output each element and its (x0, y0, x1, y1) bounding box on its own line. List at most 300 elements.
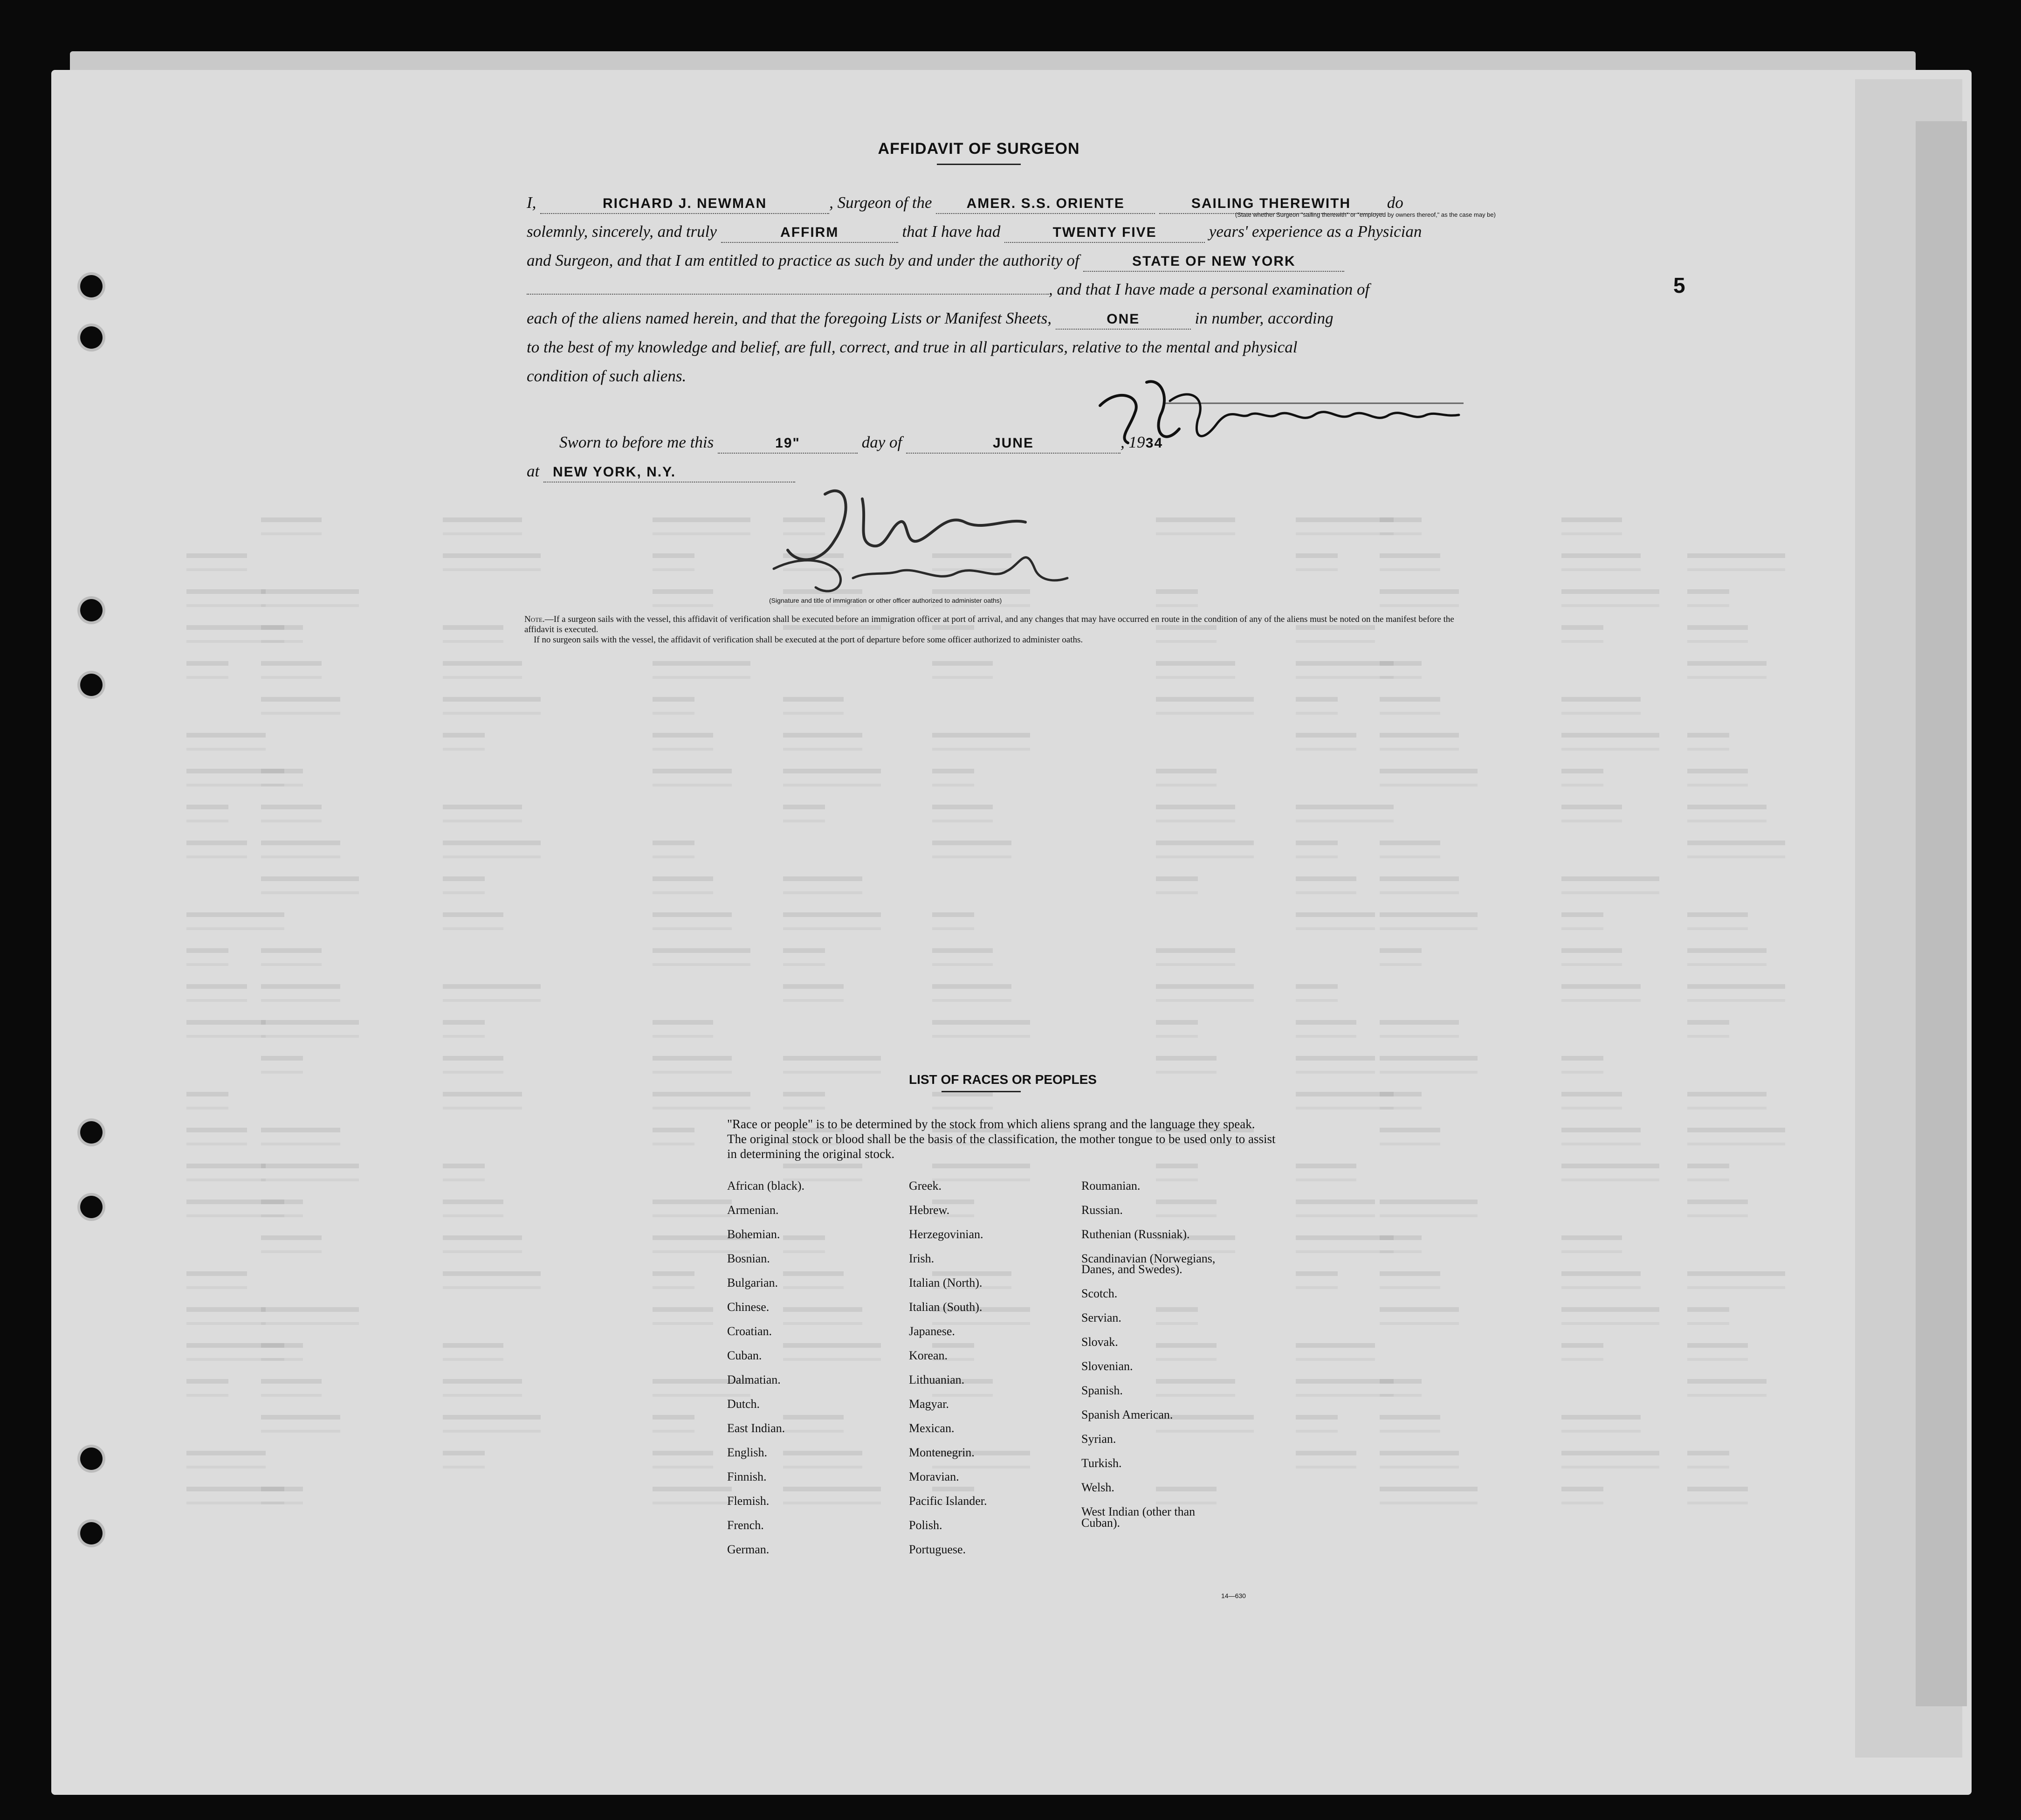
sailing-status-field: SAILING THEREWITH (1159, 194, 1383, 214)
bleed-mark (261, 1200, 303, 1217)
text: solemnly, sincerely, and truly (527, 222, 717, 241)
bleed-mark (1687, 625, 1748, 643)
text: , 19 (1120, 433, 1145, 451)
bleed-mark (443, 1092, 522, 1110)
race-item: Armenian. (727, 1203, 779, 1217)
bleed-mark (186, 733, 266, 751)
race-item: Bohemian. (727, 1227, 780, 1241)
bleed-mark (653, 733, 713, 751)
bleed-mark (1296, 697, 1338, 715)
bleed-mark (1561, 1343, 1603, 1361)
bleed-mark (1561, 1451, 1659, 1468)
bleed-mark (186, 948, 228, 966)
bleed-mark (1380, 769, 1478, 786)
race-item: East Indian. (727, 1421, 785, 1435)
bleed-mark (186, 1128, 247, 1145)
bleed-mark (1380, 553, 1440, 571)
bleed-mark (653, 697, 694, 715)
race-item: Cuban. (727, 1349, 762, 1362)
bleed-mark (783, 1451, 862, 1468)
race-item: Korean. (909, 1349, 948, 1362)
bleed-mark (261, 1164, 359, 1181)
race-item: Scandinavian (Norwegians, (1081, 1252, 1216, 1265)
bleed-mark (1380, 948, 1422, 966)
race-item: English. (727, 1446, 767, 1459)
bleed-mark (783, 948, 825, 966)
race-item: Greek. (909, 1179, 942, 1193)
bleed-mark (443, 912, 503, 930)
races-intro: "Race or people" is to be determined by the stock from which aliens sprang and the language they speak. The original stock or blood shall be the basis of the classification, the mother tongue to be used only to assist in determining the original stock. (727, 1117, 1276, 1161)
bleed-mark (1561, 697, 1641, 715)
bleed-mark (1296, 661, 1394, 679)
bleed-mark (1296, 1164, 1356, 1181)
bleed-mark (783, 1271, 844, 1289)
bleed-mark (443, 1271, 541, 1289)
bleed-mark (261, 984, 340, 1002)
bleed-mark (783, 1487, 881, 1504)
bleed-mark (1687, 1092, 1767, 1110)
officer-signature (746, 471, 1165, 606)
bleed-mark (443, 1379, 522, 1397)
race-item: Turkish. (1081, 1456, 1122, 1470)
bleed-mark (1561, 769, 1603, 786)
bleed-mark (186, 661, 228, 679)
race-item: Moravian. (909, 1470, 959, 1483)
race-item: Slovak. (1081, 1335, 1118, 1349)
punch-hole (80, 599, 103, 621)
bleed-mark (261, 517, 322, 535)
bleed-mark (1380, 697, 1440, 715)
bleed-mark (1561, 625, 1603, 643)
bleed-mark (1296, 1020, 1356, 1038)
bleed-mark (1687, 661, 1767, 679)
authority-field: STATE OF NEW YORK (1083, 252, 1344, 272)
bleed-mark (1296, 1271, 1338, 1289)
race-item: French. (727, 1518, 764, 1532)
title-underline (937, 164, 1021, 165)
bleed-mark (443, 697, 541, 715)
bleed-mark (1561, 1235, 1622, 1253)
bleed-mark (783, 805, 825, 822)
bleed-mark (932, 841, 1011, 858)
race-item: Italian (North). (909, 1276, 983, 1289)
bleed-mark (1687, 1307, 1729, 1325)
bleed-mark (1687, 1343, 1748, 1361)
text: each of the aliens named herein, and that the foregoing Lists or Manifest Sheets, (527, 309, 1052, 327)
note-label: Note. (524, 614, 545, 624)
bleed-mark (1687, 1128, 1785, 1145)
sworn-month-field: JUNE (906, 434, 1120, 454)
bleed-mark (261, 876, 359, 894)
bleed-mark (186, 1271, 247, 1289)
bleed-mark (443, 805, 522, 822)
bleed-mark (186, 1020, 266, 1038)
race-item: Slovenian. (1081, 1359, 1133, 1373)
race-item: Magyar. (909, 1397, 949, 1411)
race-item: Russian. (1081, 1203, 1123, 1217)
bleed-mark (653, 517, 750, 535)
bleed-mark (1296, 517, 1394, 535)
bleed-mark (932, 984, 1011, 1002)
bleed-mark (1561, 1415, 1641, 1433)
bleed-mark (1687, 841, 1785, 858)
punch-hole (80, 326, 103, 349)
bleed-mark (1687, 1020, 1729, 1038)
text: , and that I have made a personal examination of (1049, 280, 1370, 298)
bleed-mark (1561, 1487, 1603, 1504)
bleed-mark (261, 1343, 303, 1361)
bleed-mark (932, 1092, 993, 1110)
punch-hole (80, 1522, 103, 1544)
bleed-mark (1296, 805, 1394, 822)
bleed-mark (1561, 1271, 1641, 1289)
bleed-mark (1380, 1200, 1478, 1217)
bleed-mark (443, 733, 485, 751)
note-text-1: —If a surgeon sails with the vessel, this affidavit of verification shall be executed before an immigration officer at port of arrival, and any changes that may have occurred en route in the condition of any of the aliens must be noted on the manifest before the affidavit is executed. (524, 614, 1454, 634)
bleed-mark (1156, 517, 1235, 535)
bleed-mark (1380, 1307, 1459, 1325)
bleed-mark (443, 517, 522, 535)
officer-caption: (Signature and title of immigration or other officer authorized to administer oaths) (769, 597, 1002, 604)
bleed-mark (1687, 1271, 1785, 1289)
race-item: Irish. (909, 1252, 935, 1265)
bleed-mark (1380, 1271, 1440, 1289)
bleed-mark (261, 1487, 303, 1504)
bleed-mark (186, 1379, 228, 1397)
bleed-mark (1296, 1415, 1338, 1433)
bleed-mark (186, 841, 247, 858)
bleed-mark (1156, 1379, 1235, 1397)
affidavit-line-1 (527, 188, 1496, 218)
bleed-mark (261, 661, 322, 679)
form-number: 14—630 (1221, 1592, 1246, 1599)
bleed-mark (1561, 876, 1659, 894)
bleed-mark (1156, 1020, 1198, 1038)
note-text-2: If no surgeon sails with the vessel, the affidavit of verification shall be executed at the port of departure before some officer authorized to administer oaths. (534, 635, 1083, 645)
race-item: Chinese. (727, 1300, 770, 1314)
oath-type-field: AFFIRM (721, 223, 898, 243)
race-item: Finnish. (727, 1470, 767, 1483)
bleed-mark (443, 553, 541, 571)
text: Sworn to before me this (559, 433, 714, 451)
bleed-mark (443, 625, 503, 643)
bleed-mark (653, 589, 713, 607)
punch-hole (80, 1448, 103, 1470)
bleed-mark (653, 948, 750, 966)
bleed-mark (261, 1307, 359, 1325)
race-item: Flemish. (727, 1494, 770, 1508)
bleed-mark (1296, 1200, 1375, 1217)
bleed-mark (1296, 553, 1338, 571)
bleed-mark (1687, 769, 1748, 786)
bleed-mark (653, 1487, 732, 1504)
bleed-mark (653, 1451, 713, 1468)
bleed-mark (932, 805, 993, 822)
bleed-mark (932, 1020, 1030, 1038)
bleed-mark (261, 1235, 322, 1253)
bleed-mark (1296, 876, 1356, 894)
bleed-mark (1380, 1451, 1459, 1468)
punch-hole (80, 1196, 103, 1218)
bleed-mark (783, 912, 881, 930)
bleed-mark (653, 1092, 750, 1110)
bleed-mark (783, 1343, 881, 1361)
race-item: German. (727, 1543, 770, 1556)
bleed-mark (1156, 948, 1235, 966)
bleed-mark (1156, 661, 1235, 679)
bleed-mark (186, 805, 228, 822)
bleed-mark (1380, 912, 1478, 930)
affidavit-title: AFFIDAVIT OF SURGEON (878, 140, 1080, 158)
bleed-mark (1380, 1056, 1478, 1074)
race-item: Herzegovinian. (909, 1227, 983, 1241)
bleed-mark (932, 661, 993, 679)
bleed-mark (1296, 841, 1338, 858)
bleed-mark (1561, 912, 1603, 930)
bleed-mark (653, 1415, 694, 1433)
race-item: Spanish American. (1081, 1408, 1173, 1422)
bleed-mark (653, 912, 732, 930)
bleed-mark (1687, 733, 1729, 751)
bleed-mark (261, 769, 303, 786)
bleed-mark (1561, 553, 1641, 571)
sworn-place-field: NEW YORK, N.Y. (543, 463, 795, 483)
bleed-mark (443, 1164, 485, 1181)
bleed-mark (1296, 984, 1338, 1002)
bleed-mark (261, 1128, 340, 1145)
race-item: Mexican. (909, 1421, 955, 1435)
bleed-mark (443, 1343, 503, 1361)
bleed-mark (1561, 948, 1622, 966)
bleed-mark (1687, 948, 1767, 966)
bleed-mark (443, 1056, 503, 1074)
bleed-mark (1561, 1307, 1659, 1325)
bleed-mark (1561, 1092, 1622, 1110)
page-number: 5 (1673, 273, 1685, 297)
race-item: Roumanian. (1081, 1179, 1141, 1193)
bleed-mark (186, 1164, 266, 1181)
race-item: Dutch. (727, 1397, 760, 1411)
blank-field (527, 294, 1049, 295)
bleed-mark (186, 589, 266, 607)
bleed-mark (783, 769, 881, 786)
bleed-mark (1380, 1487, 1478, 1504)
bleed-mark (783, 1056, 881, 1074)
bleed-mark (1296, 1092, 1394, 1110)
bleed-mark (653, 1128, 694, 1145)
bleed-mark (932, 1164, 1030, 1181)
bleed-mark (1380, 589, 1459, 607)
affidavit-line-6: to the best of my knowledge and belief, are full, correct, and true in all particulars, relative to the mental and physical (527, 338, 1298, 356)
bleed-mark (1687, 805, 1767, 822)
bleed-mark (653, 1271, 694, 1289)
bleed-mark (443, 876, 485, 894)
bleed-mark (443, 661, 522, 679)
bleed-mark (443, 1235, 522, 1253)
bleed-mark (261, 1020, 359, 1038)
bleed-mark (261, 805, 322, 822)
bleed-mark (1380, 517, 1422, 535)
race-item: Ruthenian (Russniak). (1081, 1227, 1190, 1241)
race-item: Bulgarian. (727, 1276, 778, 1289)
bleed-mark (1561, 805, 1622, 822)
bleed-mark (653, 1056, 732, 1074)
race-item: Lithuanian. (909, 1373, 965, 1386)
bleed-mark (783, 1415, 844, 1433)
bleed-mark (186, 984, 247, 1002)
race-item: Japanese. (909, 1324, 955, 1338)
bleed-mark (653, 553, 694, 571)
text: and Surgeon, and that I am entitled to practice as such by and under the authority of (527, 251, 1079, 269)
race-item: Scotch. (1081, 1287, 1118, 1301)
bleed-mark (1380, 841, 1440, 858)
bleed-mark (1156, 1056, 1217, 1074)
text: years' experience as a Physician (1209, 222, 1422, 241)
races-title: LIST OF RACES OR PEOPLES (909, 1072, 1097, 1087)
bleed-mark (1380, 1379, 1422, 1397)
race-item: Bosnian. (727, 1252, 770, 1265)
bleed-mark (932, 912, 974, 930)
bleed-mark (1380, 733, 1459, 751)
affidavit-line-4 (527, 275, 1478, 304)
bleed-mark (1380, 1020, 1459, 1038)
text: do (1387, 193, 1403, 212)
bleed-mark (783, 697, 844, 715)
bleed-mark (932, 948, 993, 966)
text: day of (861, 433, 902, 451)
bleed-mark (783, 1307, 862, 1325)
bleed-mark (1687, 553, 1785, 571)
bleed-mark (1380, 1235, 1422, 1253)
bleed-mark (1156, 984, 1254, 1002)
punch-hole (80, 1121, 103, 1144)
bleed-mark (783, 1092, 825, 1110)
bleed-mark (443, 841, 541, 858)
bleed-mark (1687, 1200, 1748, 1217)
bleed-mark (1687, 1164, 1729, 1181)
surgeon-signature (1091, 368, 1478, 457)
race-item: African (black). (727, 1179, 805, 1193)
bleed-mark (186, 1307, 266, 1325)
sheet-count-field: ONE (1056, 310, 1191, 330)
bleed-mark (261, 948, 322, 966)
bleed-mark (783, 1235, 825, 1253)
text: , Surgeon of the (829, 193, 932, 212)
bleed-mark (1156, 1307, 1198, 1325)
text: I, (527, 193, 536, 212)
bleed-mark (1687, 1487, 1748, 1504)
bleed-mark (1687, 1451, 1729, 1468)
race-item: Danes, and Swedes). (1081, 1262, 1182, 1276)
bleed-mark (1296, 1343, 1375, 1361)
surgeon-name-field: RICHARD J. NEWMAN (540, 194, 829, 214)
vessel-field: AMER. S.S. ORIENTE (936, 194, 1155, 214)
bleed-mark (1156, 805, 1235, 822)
text: at (527, 462, 540, 480)
bleed-mark (1156, 1200, 1217, 1217)
race-item: Hebrew. (909, 1203, 950, 1217)
verification-note (524, 614, 1471, 645)
race-item: West Indian (other than (1081, 1505, 1196, 1519)
race-item: Dalmatian. (727, 1373, 781, 1386)
bleed-mark (1561, 1128, 1641, 1145)
bleed-mark (653, 876, 713, 894)
bleed-mark (1380, 661, 1422, 679)
punch-hole (80, 674, 103, 696)
bleed-mark (653, 769, 732, 786)
status-note: (State whether Surgeon "sailing therewith" or "employed by owners thereof," as the case may be) (1235, 211, 1496, 218)
bleed-mark (1296, 912, 1375, 930)
race-item: Montenegrin. (909, 1446, 975, 1459)
bleed-mark (443, 1020, 485, 1038)
sworn-day-field: 19" (718, 434, 858, 454)
bleed-mark (1156, 1343, 1217, 1361)
bleed-mark (1687, 912, 1748, 930)
bleed-mark (1156, 841, 1254, 858)
bleed-mark (783, 876, 862, 894)
sworn-year-field: 34 (1145, 435, 1163, 451)
text: in number, according (1195, 309, 1334, 327)
bleed-mark (932, 733, 1030, 751)
races-title-underline (942, 1091, 1021, 1092)
years-experience-field: TWENTY FIVE (1004, 223, 1205, 243)
text: that I have had (902, 222, 1001, 241)
bleed-mark (1296, 1235, 1394, 1253)
race-item: Croatian. (727, 1324, 772, 1338)
bleed-mark (443, 1415, 541, 1433)
bleed-mark (261, 1379, 322, 1397)
bleed-mark (1380, 876, 1459, 894)
affidavit-line-5 (527, 304, 1478, 333)
bleed-mark (261, 625, 303, 643)
bleed-mark (783, 984, 844, 1002)
bleed-mark (932, 769, 974, 786)
affidavit-line-2 (527, 217, 1478, 246)
bleed-mark (1687, 1379, 1767, 1397)
bleed-mark (1156, 1164, 1198, 1181)
bleed-mark (1296, 1451, 1356, 1468)
affidavit-line-3 (527, 246, 1478, 275)
bleed-mark (443, 1200, 503, 1217)
bleed-mark (186, 1092, 228, 1110)
bleed-mark (1296, 1056, 1375, 1074)
race-item: Pacific Islander. (909, 1494, 987, 1508)
race-item: Italian (South). (909, 1300, 983, 1314)
bleed-mark (653, 1307, 713, 1325)
bleed-mark (186, 912, 284, 930)
bleed-mark (1380, 1128, 1440, 1145)
bleed-mark (261, 697, 340, 715)
bleed-mark (261, 589, 359, 607)
race-item: Welsh. (1081, 1481, 1114, 1495)
punch-hole (80, 275, 103, 297)
paper-stack-right-shadow (1916, 121, 1967, 1706)
bleed-mark (1561, 589, 1659, 607)
race-item: Spanish. (1081, 1384, 1123, 1398)
bleed-mark (653, 841, 694, 858)
race-item: Servian. (1081, 1311, 1121, 1325)
bleed-mark (261, 1056, 303, 1074)
bleed-mark (1561, 1164, 1659, 1181)
bleed-mark (1156, 697, 1254, 715)
bleed-mark (783, 733, 862, 751)
bleed-mark (653, 1200, 732, 1217)
race-item: Polish. (909, 1518, 942, 1532)
bleed-mark (186, 1451, 266, 1468)
bleed-mark (1156, 769, 1217, 786)
bleed-mark (1156, 876, 1198, 894)
bleed-mark (1687, 984, 1785, 1002)
